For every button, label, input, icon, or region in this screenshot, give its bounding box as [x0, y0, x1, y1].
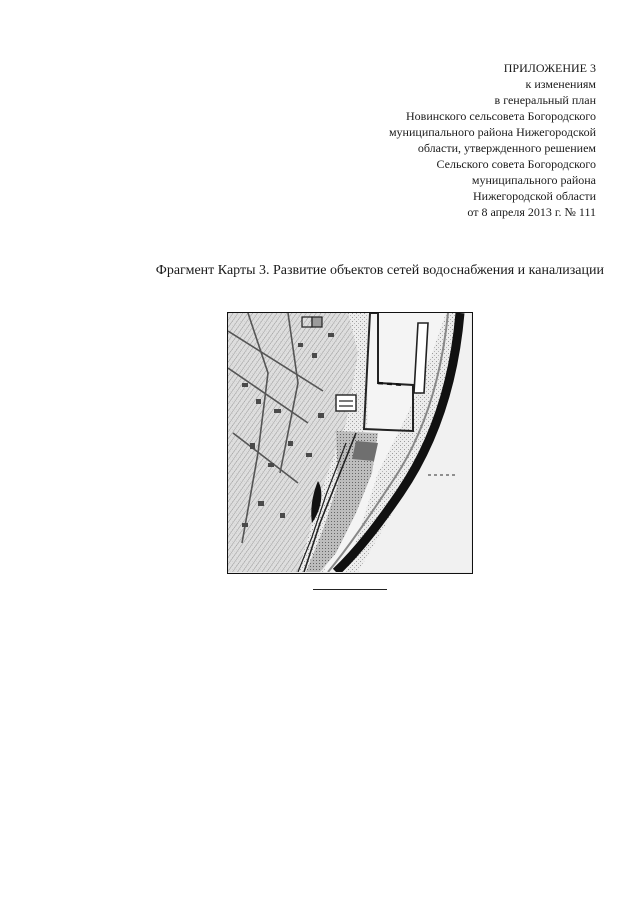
- appendix-number: ПРИЛОЖЕНИЕ 3: [503, 61, 596, 75]
- fragment-title: Фрагмент Карты 3. Развитие объектов сетей водоснабжения и канализации: [155, 263, 604, 278]
- map-fragment: [227, 312, 473, 574]
- appendix-header: [296, 60, 596, 220]
- appendix-line-5: муниципального района Нижегородской: [388, 125, 596, 139]
- appendix-line-6: области, утвержденного решением: [417, 141, 596, 155]
- end-divider-line: [313, 589, 387, 590]
- appendix-date: от 8 апреля 2013 г. № 111: [467, 205, 596, 219]
- appendix-line-4: Новинского сельсовета Богородского: [405, 109, 596, 123]
- appendix-line-9: Нижегородской области: [472, 189, 596, 203]
- appendix-line-7: Сельского совета Богородского: [436, 157, 596, 171]
- appendix-line-2: к изменениям: [525, 77, 596, 91]
- appendix-line-8: муниципального района: [471, 173, 596, 187]
- map-fragment-graphic: [228, 313, 471, 572]
- appendix-line-3: в генеральный план: [494, 93, 596, 107]
